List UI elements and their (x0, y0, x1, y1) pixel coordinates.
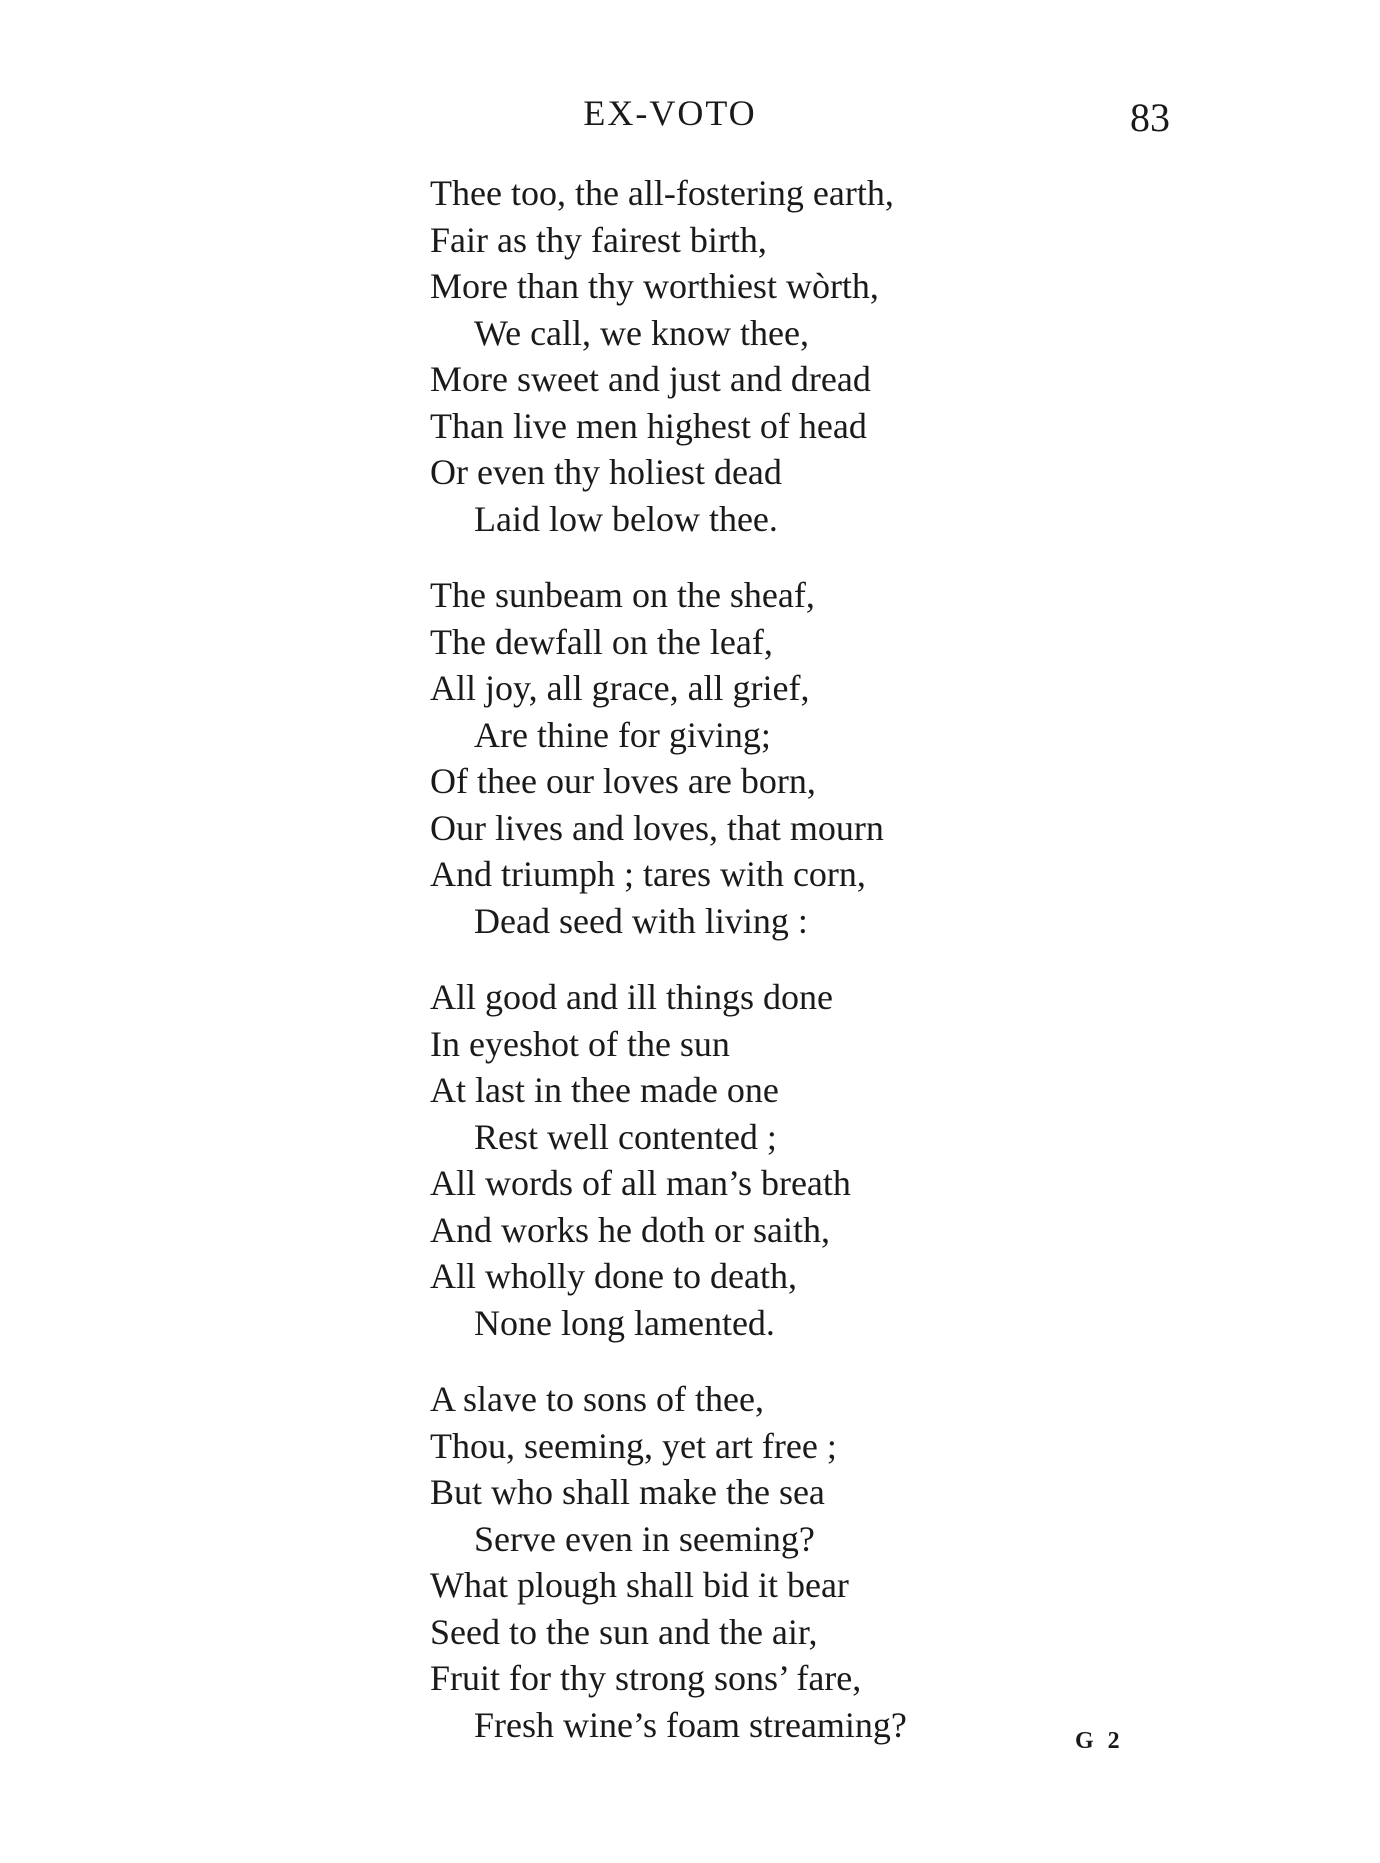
poem-line: Dead seed with living : (474, 900, 808, 941)
poem-line: More than thy worthiest wòrth, (430, 266, 879, 306)
poem-line: Rest well contented ; (474, 1116, 777, 1157)
poem-line: Thou, seeming, yet art free ; (430, 1425, 837, 1466)
poem-line: What plough shall bid it bear (430, 1565, 849, 1605)
poem-line: Fruit for thy strong sons’ fare, (430, 1658, 862, 1698)
poem-body (430, 170, 1310, 1778)
poem-line: Fair as thy fairest birth, (430, 219, 767, 260)
poem-line: Or even thy holiest dead (430, 452, 782, 492)
stanza (430, 974, 1310, 1346)
poem-line: And works he doth or saith, (430, 1209, 830, 1250)
poem-line: We call, we know thee, (474, 312, 809, 353)
signature-mark: G 2 (1075, 1728, 1124, 1754)
poem-line: At last in thee made one (430, 1070, 779, 1110)
poem-line: Fresh wine’s foam streaming? (474, 1704, 907, 1745)
poem-line: More sweet and just and dread (430, 359, 871, 399)
poem-line: In eyeshot of the sun (430, 1023, 730, 1064)
page-number: 83 (1130, 95, 1170, 140)
poem-line: But who shall make the sea (430, 1472, 825, 1512)
poem-line: The dewfall on the leaf, (430, 621, 773, 662)
poem-line: Laid low below thee. (474, 498, 778, 539)
running-title: EX-VOTO (583, 93, 757, 133)
poem-line: All wholly done to death, (430, 1256, 797, 1296)
poem-line: The sunbeam on the sheaf, (430, 575, 815, 615)
poem-line: Than live men highest of head (430, 405, 867, 446)
poem-line: A slave to sons of thee, (430, 1379, 764, 1419)
poem-line: All joy, all grace, all grief, (430, 668, 810, 708)
stanza (430, 1376, 1310, 1748)
stanza (430, 572, 1310, 944)
poem-line: And triumph ; tares with corn, (430, 854, 866, 894)
poem-line: Serve even in seeming? (474, 1518, 815, 1559)
poem-line: All good and ill things done (430, 977, 833, 1017)
stanza (430, 170, 1310, 542)
poem-line: All words of all man’s breath (430, 1163, 851, 1203)
poem-line: Thee too, the all-fostering earth, (430, 173, 894, 213)
poem-line: Of thee our loves are born, (430, 761, 816, 801)
poem-line: None long lamented. (474, 1302, 775, 1343)
poem-line: Our lives and loves, that mourn (430, 807, 884, 848)
poem-line: Seed to the sun and the air, (430, 1611, 818, 1652)
poem-line: Are thine for giving; (474, 714, 771, 755)
